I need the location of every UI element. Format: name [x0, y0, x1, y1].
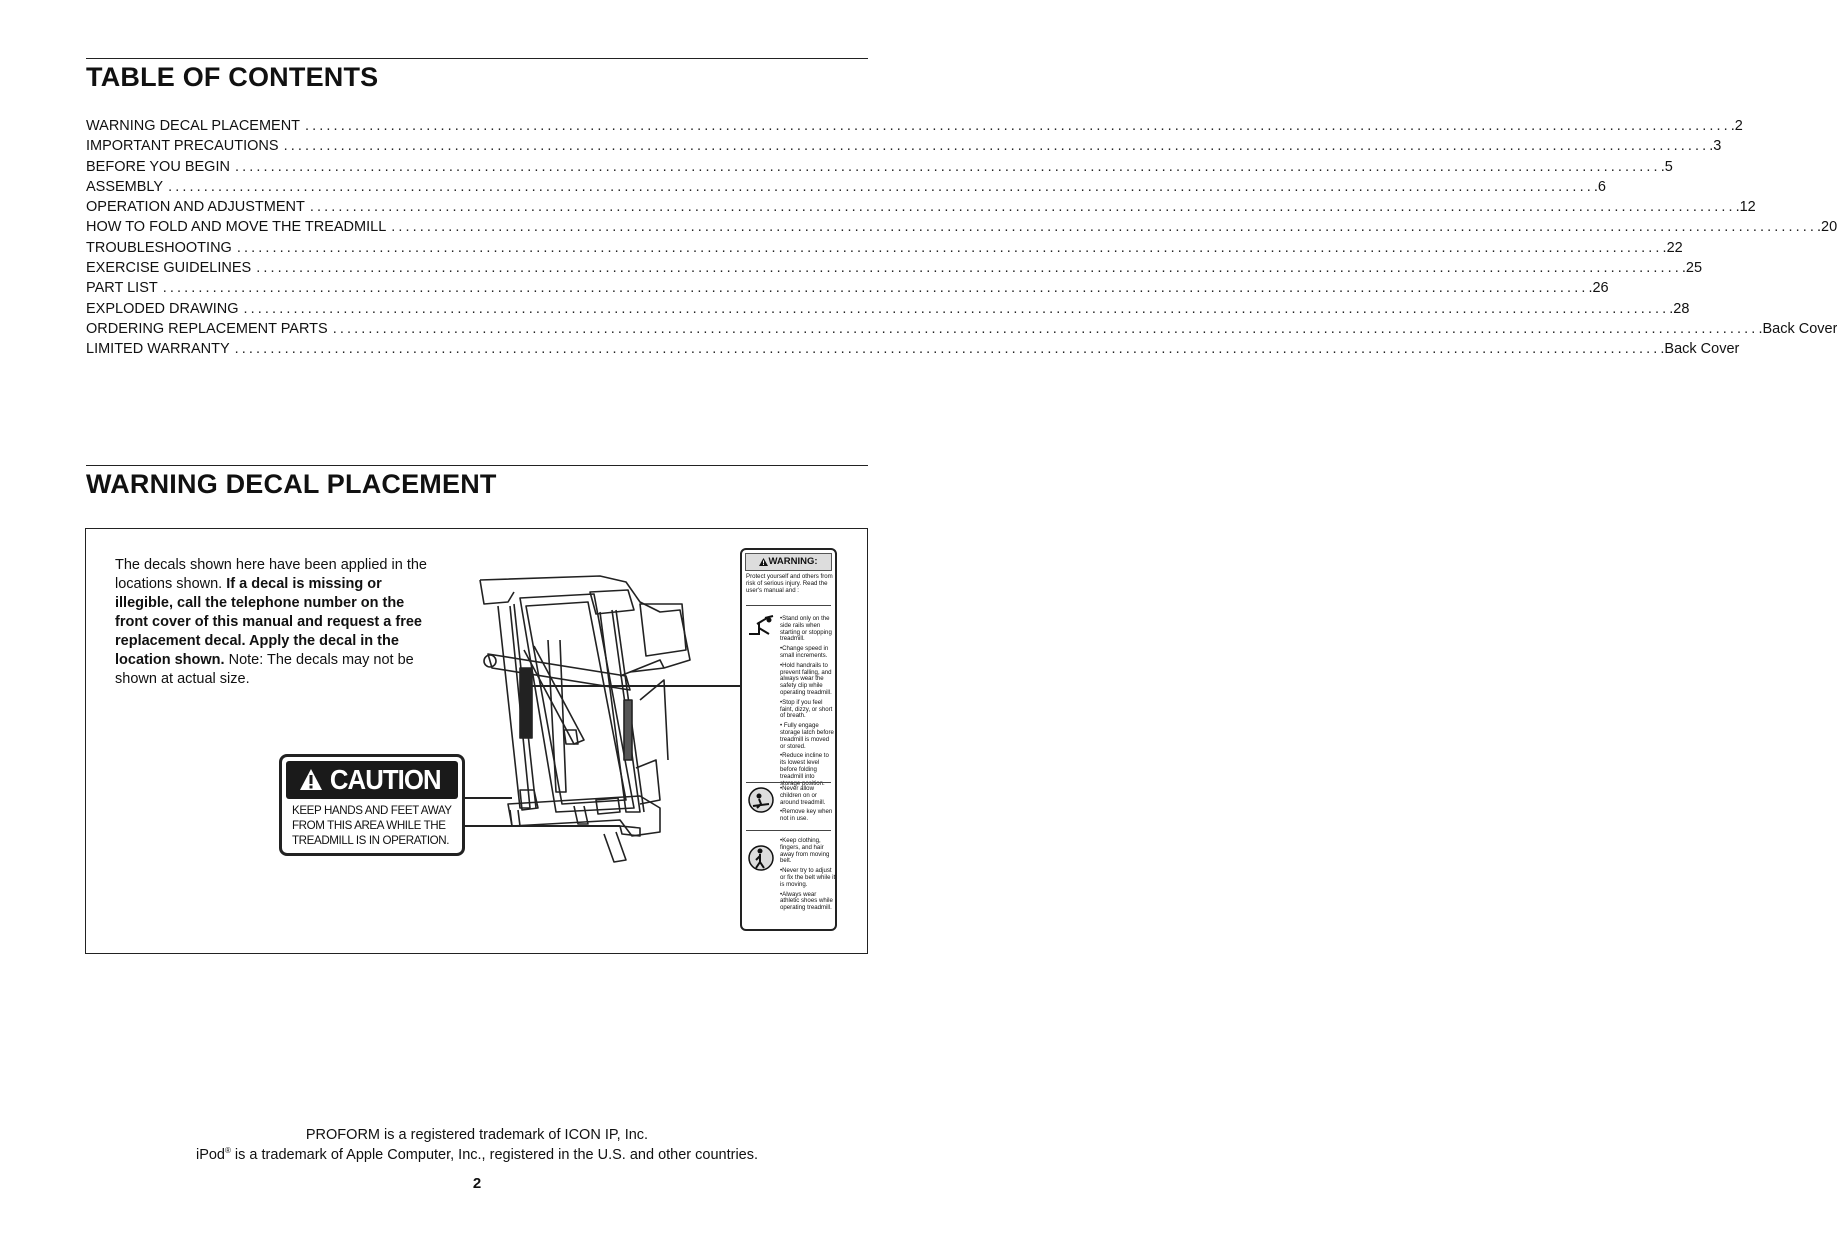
- toc-entry-title: TROUBLESHOOTING: [86, 239, 232, 256]
- warning-item: •Never try to adjust or fix the belt while it is moving.: [780, 867, 836, 888]
- toc-entry-page: .28: [1669, 300, 1690, 317]
- person-falling-icon: [747, 614, 775, 638]
- decal-section-heading: WARNING DECAL PLACEMENT: [86, 469, 497, 499]
- warning-triangle-icon: [299, 768, 323, 792]
- warning-divider: [746, 782, 831, 783]
- toc-entry-page: .3: [1709, 138, 1722, 155]
- intro-plain-1: The decals shown here have been applied in the locations shown.: [115, 557, 427, 592]
- page-number: 2: [472, 1175, 482, 1192]
- toc-leader-dots: ........................................................................................................................................................................................................: [234, 341, 1661, 358]
- no-children-icon: [747, 786, 775, 814]
- toc-entry-title: ASSEMBLY: [86, 178, 164, 195]
- toc-entry-page: .20: [1816, 219, 1837, 236]
- warning-intro: Protect yourself and others from risk of serious injury. Read the user's manual and :: [746, 573, 833, 594]
- toc-heading: TABLE OF CONTENTS: [86, 62, 379, 92]
- trademark-line-2-rest: is a trademark of Apple Computer, Inc., registered in the U.S. and other countries.: [230, 1146, 759, 1163]
- warning-heading: WARNING:: [768, 555, 818, 567]
- caution-heading: CAUTION: [329, 764, 441, 795]
- toc-entry-page: .25: [1681, 260, 1703, 277]
- toc-entry-title: HOW TO FOLD AND MOVE THE TREADMILL: [86, 219, 387, 236]
- warning-item: •Always wear athletic shoes while operating treadmill.: [780, 890, 833, 912]
- toc-entry-title: EXERCISE GUIDELINES: [86, 260, 252, 277]
- toc-leader-dots: ........................................................................................................................................................................................................: [234, 158, 1661, 175]
- warning-item: •Reduce incline to its lowest level before folding treadmill into storage position.: [780, 752, 829, 787]
- toc-leader-dots: ........................................................................................................................................................................................................: [162, 280, 1589, 297]
- intro-plain-2: Note: The decals may not be shown at actual size.: [115, 652, 414, 687]
- warning-item: • Fully engage storage latch before treadmill is moved or stored.: [780, 722, 834, 750]
- warning-triangle-icon: [759, 558, 768, 566]
- toc-entry-title: LIMITED WARRANTY: [86, 341, 230, 358]
- toc-entry-title: PART LIST: [86, 280, 158, 297]
- intro-bold: If a decal is missing or illegible, call the telephone number on the front cover of this manual and request a free replacement decal. Apply the decal in the location shown.: [115, 576, 422, 668]
- warning-decal: [740, 548, 837, 931]
- warning-group-2: [780, 786, 836, 826]
- warning-divider: [746, 830, 831, 831]
- toc-entry-title: BEFORE YOU BEGIN: [86, 158, 230, 175]
- warning-item: •Hold handrails to prevent falling, and always wear the safety clip while operating treadmill.: [780, 661, 832, 696]
- toc-leader-dots: ........................................................................................................................................................................................................: [309, 199, 1736, 216]
- moving-belt-hazard-icon: [747, 844, 775, 872]
- warning-item: •Change speed in small increments.: [780, 645, 829, 659]
- toc-leader-dots: ........................................................................................................................................................................................................: [256, 260, 1682, 277]
- toc-entry-page: .Back Cover: [1758, 320, 1837, 337]
- toc-leader-dots: ........................................................................................................................................................................................................: [236, 239, 1663, 256]
- toc-entry-page: .5: [1660, 158, 1673, 175]
- toc-entry-page: .6: [1593, 178, 1606, 195]
- toc-leader-dots: ........................................................................................................................................................................................................: [283, 138, 1710, 155]
- toc-leader-dots: ........................................................................................................................................................................................................: [305, 118, 1731, 134]
- caution-decal: [279, 754, 465, 856]
- warning-item: •Stop if you feel faint, dizzy, or short of breath.: [780, 698, 833, 720]
- toc-entry-title: OPERATION AND ADJUSTMENT: [86, 199, 305, 216]
- ipod-brand: iPod: [195, 1146, 225, 1163]
- toc-entry-title: WARNING DECAL PLACEMENT: [86, 118, 301, 134]
- caution-line-2: FROM THIS AREA WHILE THE: [292, 819, 446, 832]
- registered-mark: ®: [225, 1146, 231, 1155]
- toc-entry-page: .26: [1588, 280, 1609, 297]
- warning-item: •Remove key when not in use.: [780, 808, 833, 823]
- trademark-line-1: PROFORM is a registered trademark of ICON IP, Inc.: [305, 1127, 649, 1143]
- trademark-line-2: [0, 1146, 954, 1163]
- toc-entry-page: .22: [1662, 239, 1683, 256]
- warning-item: •Keep clothing, fingers, and hair away from moving belt.: [780, 837, 830, 865]
- warning-group-1: [780, 616, 836, 790]
- toc-leader-dots: ........................................................................................................................................................................................................: [332, 320, 1759, 337]
- toc-entry-page: .Back Cover: [1660, 341, 1740, 358]
- warning-divider: [746, 605, 831, 606]
- toc-leader-dots: ........................................................................................................................................................................................................: [243, 300, 1670, 317]
- toc-leader-dots: ........................................................................................................................................................................................................: [168, 178, 1594, 195]
- caution-decal-header: [286, 761, 458, 799]
- toc-leader-dots: ........................................................................................................................................................................................................: [391, 219, 1817, 236]
- warning-group-3: [780, 838, 836, 915]
- caution-decal-text: [292, 803, 456, 848]
- toc-entry-title: EXPLODED DRAWING: [86, 300, 239, 317]
- warning-item: •Stand only on the side rails when starting or stopping treadmill.: [780, 615, 832, 643]
- toc-entry-page: .2: [1730, 118, 1743, 134]
- caution-line-1: KEEP HANDS AND FEET AWAY: [292, 804, 452, 817]
- toc-entry-page: .12: [1735, 199, 1756, 216]
- warning-item: •Never allow children on or around treadmill.: [780, 785, 826, 806]
- toc-entry-title: ORDERING REPLACEMENT PARTS: [86, 320, 328, 337]
- toc-entry-title: IMPORTANT PRECAUTIONS: [86, 138, 279, 155]
- caution-line-3: TREADMILL IS IN OPERATION.: [292, 834, 450, 847]
- warning-decal-header: [745, 553, 832, 571]
